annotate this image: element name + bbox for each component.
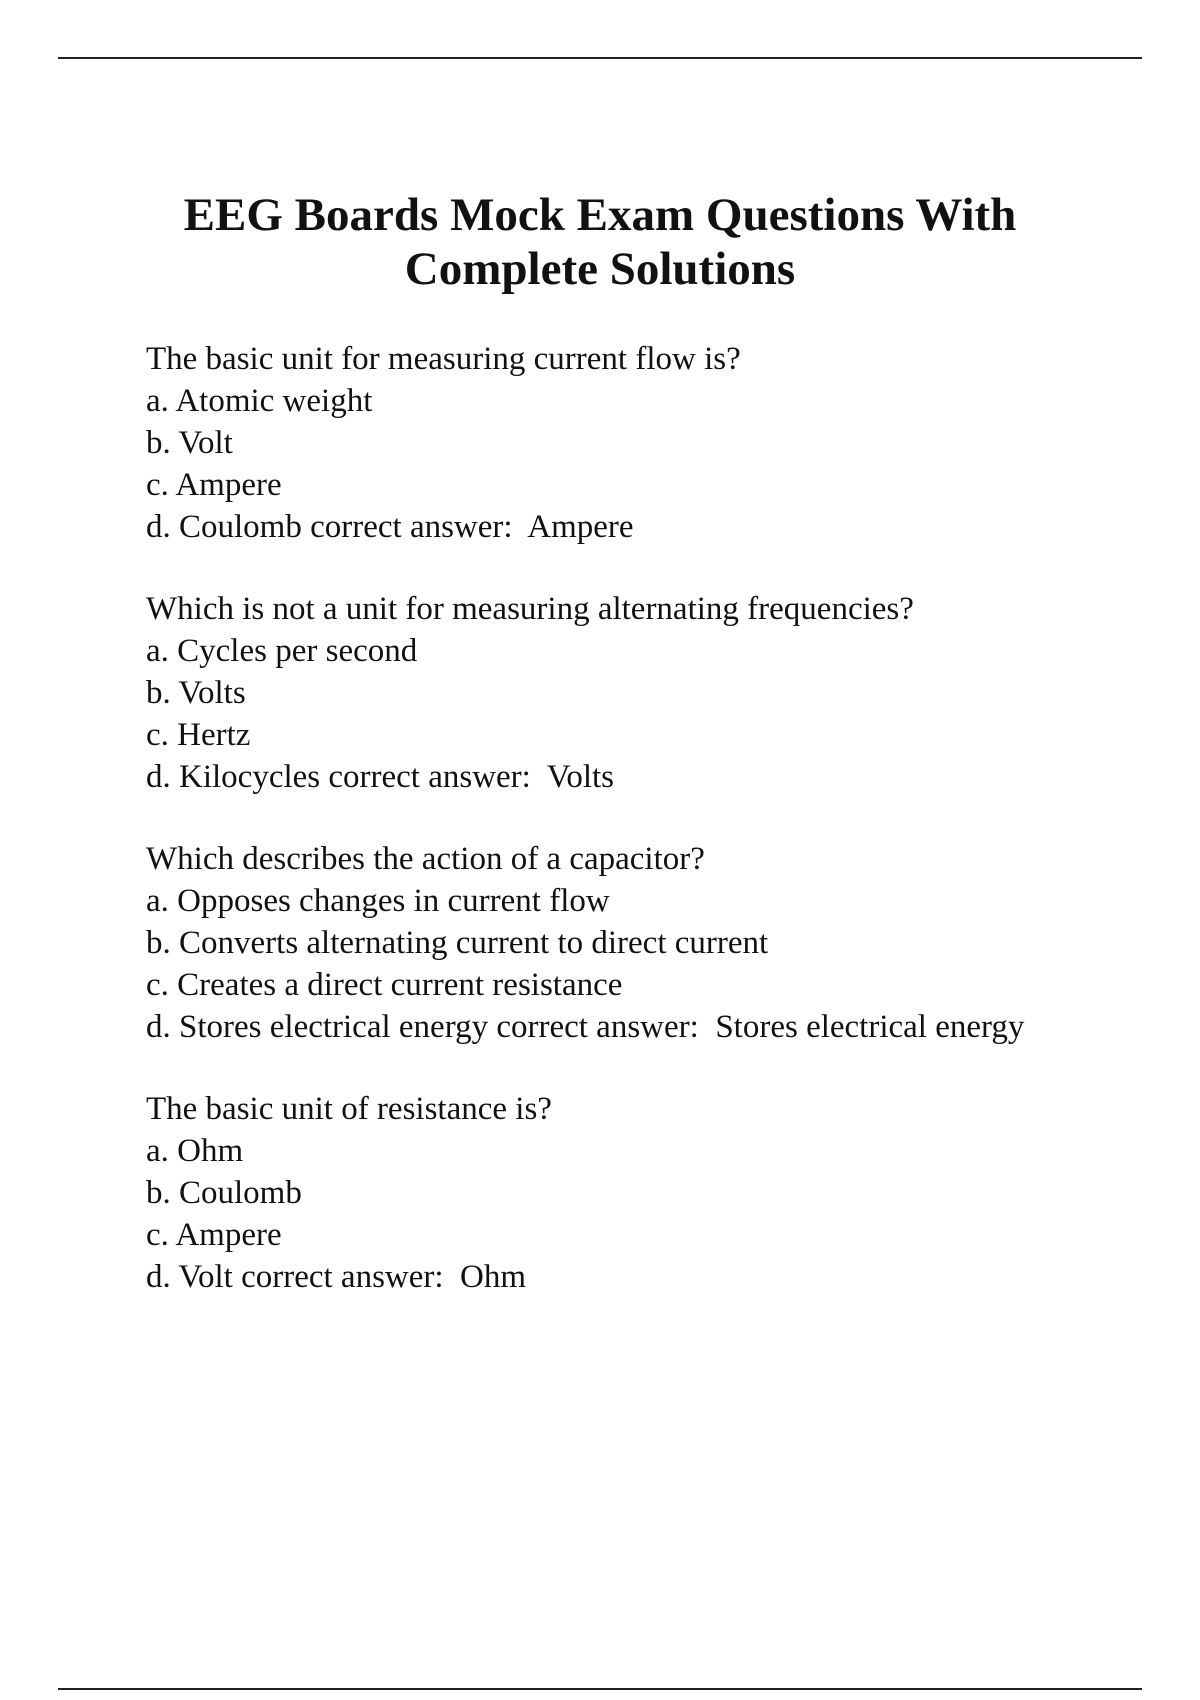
option-a: a. Opposes changes in current flow [146,883,610,919]
answer-label: correct answer: [496,1009,699,1045]
question-prompt: Which describes the action of a capacitor? [146,841,705,877]
correct-answer: Stores electrical energy [715,1009,1025,1045]
option-d: d. Stores electrical energy [146,1009,489,1045]
option-d: d. Volt [146,1259,233,1295]
correct-answer: Volts [546,759,615,795]
answer-label: correct answer: [328,759,531,795]
answer-label: correct answer: [241,1259,444,1295]
page-title [0,188,1200,296]
option-d: d. Coulomb [146,509,302,545]
option-a: a. Ohm [146,1133,244,1169]
title-line-2: Complete Solutions [404,243,796,295]
question-3 [146,838,1046,1048]
question-2 [146,588,1046,798]
option-c: c. Hertz [146,717,251,753]
correct-answer: Ampere [527,509,634,545]
option-c: c. Creates a direct current resistance [146,967,623,1003]
title-line-1: EEG Boards Mock Exam Questions With [183,189,1017,241]
option-b: b. Converts alternating current to direct current [146,925,769,961]
top-rule [58,57,1142,59]
question-1 [146,338,1046,548]
option-c: c. Ampere [146,467,282,503]
option-b: b. Volts [146,675,246,711]
option-b: b. Coulomb [146,1175,302,1211]
option-d: d. Kilocycles [146,759,321,795]
option-a: a. Cycles per second [146,633,418,669]
question-4 [146,1088,1046,1298]
question-prompt: The basic unit for measuring current flow is? [146,341,741,377]
question-list [146,338,1046,1338]
option-c: c. Ampere [146,1217,282,1253]
correct-answer: Ohm [460,1259,527,1295]
answer-label: correct answer: [310,509,513,545]
bottom-rule [58,1688,1142,1690]
question-prompt: Which is not a unit for measuring alternating frequencies? [146,591,914,627]
question-prompt: The basic unit of resistance is? [146,1091,552,1127]
option-b: b. Volt [146,425,233,461]
option-a: a. Atomic weight [146,383,373,419]
